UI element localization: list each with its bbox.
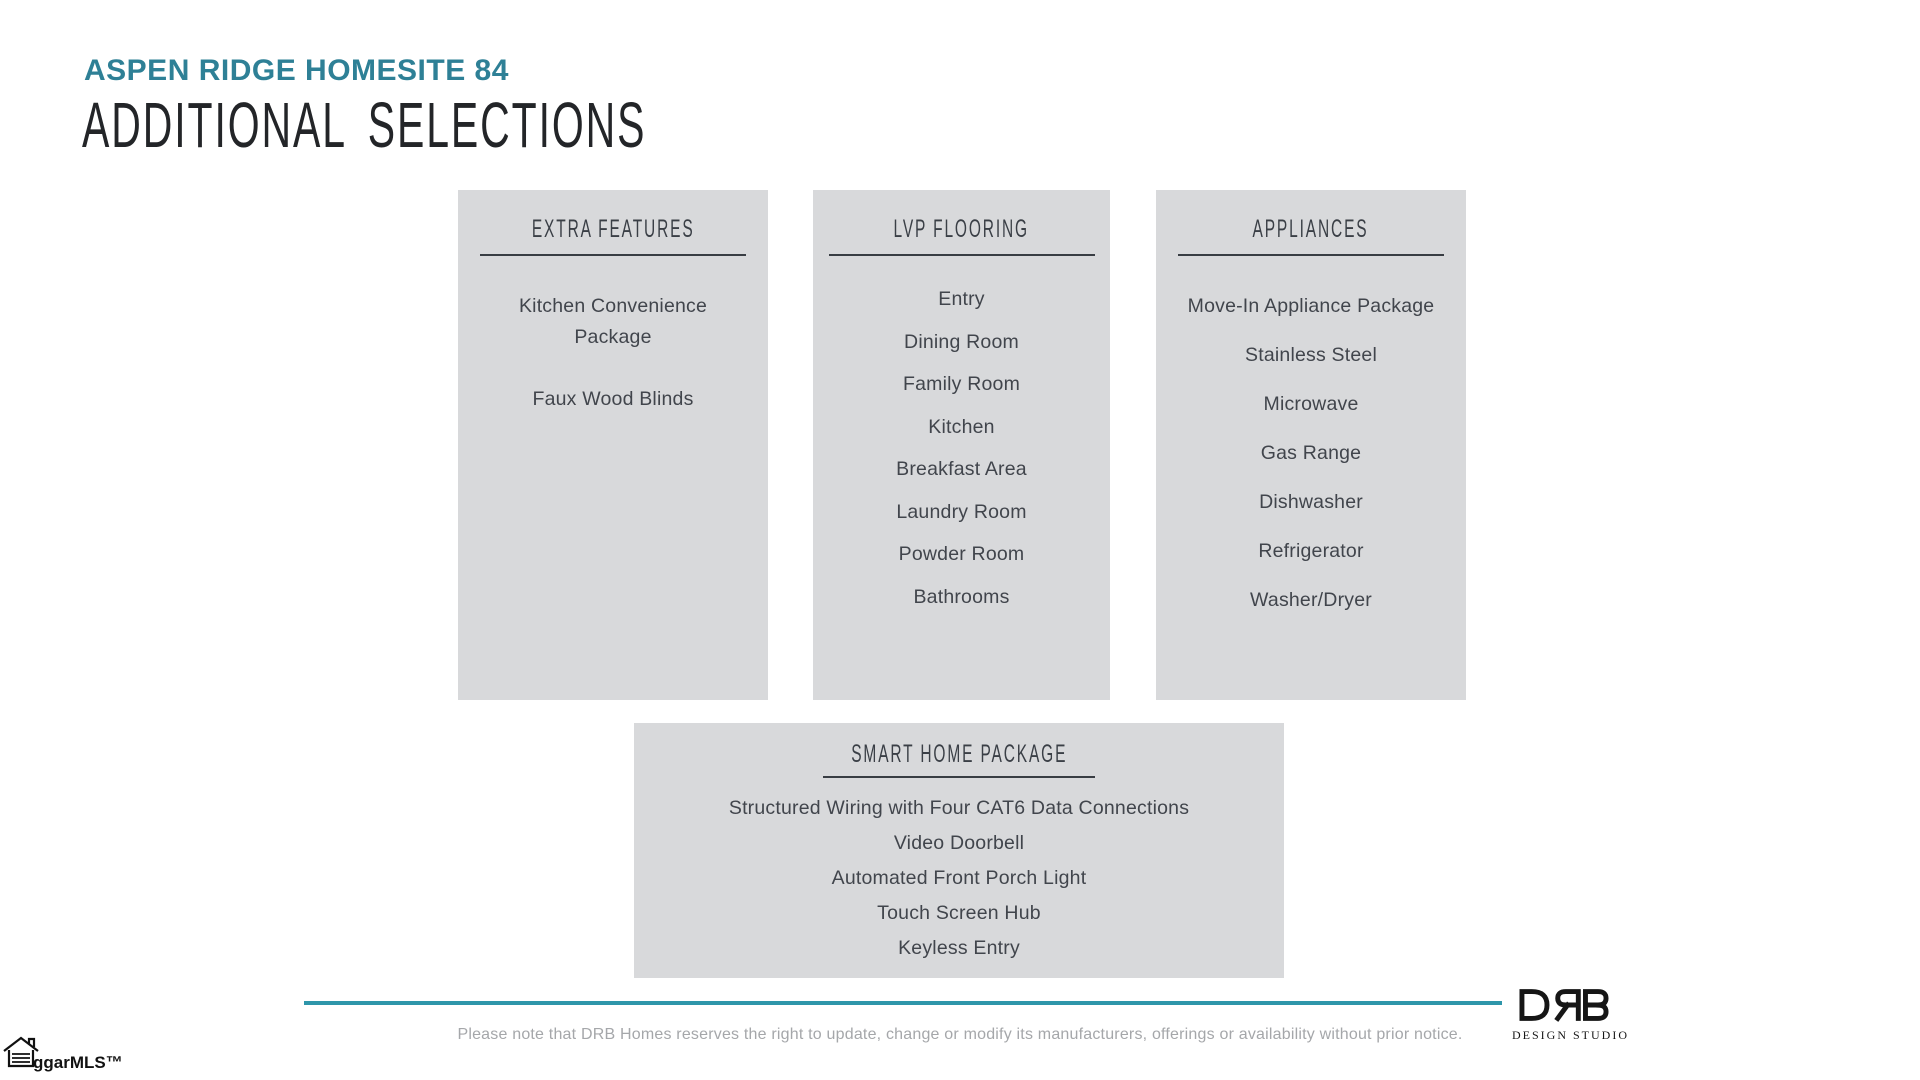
list-item: Bathrooms <box>913 585 1010 608</box>
list-item: Family Room <box>902 373 1021 395</box>
list-item: Breakfast Area <box>896 458 1027 480</box>
list-item: Kitchen <box>928 415 995 438</box>
drb-logo-icon <box>1514 1009 1614 1026</box>
box-header <box>458 214 768 244</box>
page-subtitle: ASPEN RIDGE HOMESITE 84 <box>84 54 509 87</box>
drb-logo-subtext: DESIGN STUDIO <box>1512 1028 1629 1042</box>
box-items <box>634 791 1284 966</box>
box-title: SMART HOME PACKAGE <box>850 740 1068 768</box>
list-item: Automated Front Porch Light <box>831 867 1087 889</box>
extra-features-box <box>458 190 768 700</box>
box-header <box>1156 214 1466 244</box>
list-item: Touch Screen Hub <box>877 902 1041 924</box>
page-title <box>82 89 964 161</box>
box-title-underline <box>829 254 1095 256</box>
mls-logo <box>2 1036 123 1073</box>
box-title-underline <box>480 254 746 256</box>
box-items <box>1156 282 1466 625</box>
smart-home-package-box <box>634 723 1284 978</box>
list-item: Video Doorbell <box>893 832 1025 854</box>
disclaimer-text: Please note that DRB Homes reserves the right to update, change or modify its manufacturers, offerings or availability without prior notice. <box>457 1026 1463 1043</box>
list-item: Keyless Entry <box>898 937 1020 959</box>
list-item: Washer/Dryer <box>1250 589 1372 611</box>
list-item: Dishwasher <box>1259 491 1363 513</box>
footer-divider-line <box>304 1001 1502 1005</box>
lvp-flooring-box <box>813 190 1110 700</box>
box-header <box>813 214 1110 244</box>
box-items <box>813 278 1110 618</box>
appliances-box <box>1156 190 1466 700</box>
list-item: Microwave <box>1263 393 1359 415</box>
box-title: EXTRA FEATURES <box>531 215 695 243</box>
mls-logo-text: ggarMLS™ <box>33 1053 123 1072</box>
box-header <box>634 739 1284 769</box>
list-item: Stainless Steel <box>1245 344 1377 366</box>
list-item: Dining Room <box>904 330 1019 353</box>
list-item: Gas Range <box>1260 442 1362 464</box>
box-title: LVP FLOORING <box>893 215 1030 243</box>
list-item: Faux Wood Blinds <box>532 388 694 410</box>
box-title-underline <box>823 776 1095 778</box>
list-item: Laundry Room <box>896 500 1027 523</box>
list-item: Kitchen Convenience Package <box>518 295 708 348</box>
box-title: APPLIANCES <box>1253 215 1369 243</box>
page-title-text: ADDITIONAL SELECTIONS <box>82 89 647 161</box>
list-item: Refrigerator <box>1258 540 1364 562</box>
list-item: Entry <box>938 288 985 310</box>
list-item: Structured Wiring with Four CAT6 Data Connections <box>728 797 1190 819</box>
list-item: Powder Room <box>898 543 1025 565</box>
list-item: Move-In Appliance Package <box>1187 295 1435 317</box>
drb-design-studio-logo <box>1512 988 1629 1043</box>
box-title-underline <box>1178 254 1444 256</box>
box-items <box>458 291 768 415</box>
